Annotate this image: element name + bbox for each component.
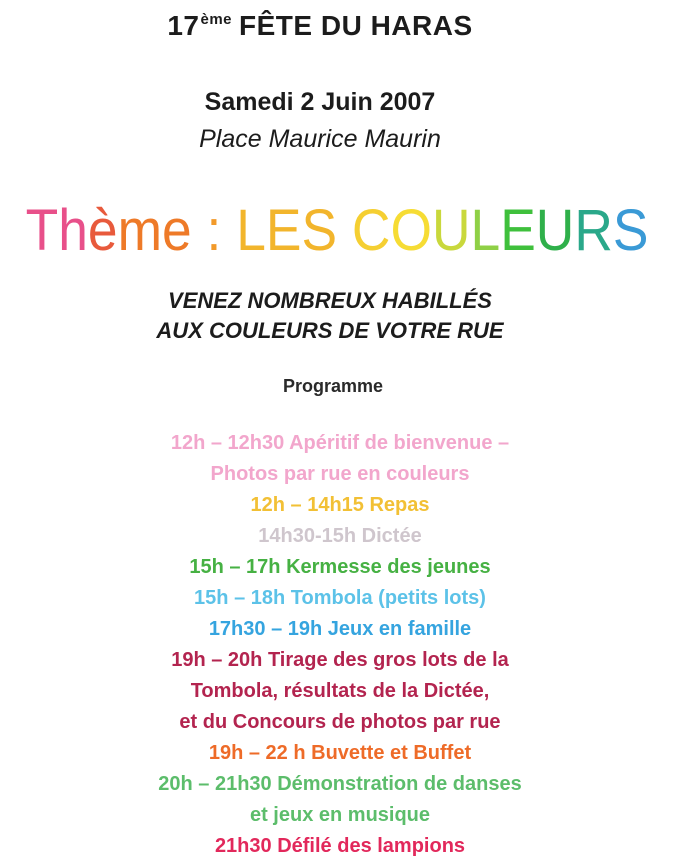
programme-heading: Programme <box>282 376 384 396</box>
programme-line: 12h – 14h15 Repas <box>250 494 430 516</box>
programme-line: et du Concours de photos par rue <box>179 711 501 733</box>
theme-heading <box>25 196 649 266</box>
theme-letter: e <box>162 198 192 263</box>
programme-line: 14h30-15h Dictée <box>258 525 422 547</box>
programme-line: 12h – 12h30 Apéritif de bienvenue – <box>170 432 510 454</box>
theme-letter: S <box>301 198 338 263</box>
theme-letter: O <box>390 198 432 263</box>
event-name: FÊTE DU HARAS <box>239 10 473 41</box>
theme-letter: T <box>25 198 59 263</box>
programme-line: Photos par rue en couleurs <box>210 463 470 485</box>
theme-letter: E <box>500 198 536 263</box>
edition-number: 17 <box>167 10 200 41</box>
event-title <box>0 10 640 42</box>
theme-letter: U <box>535 198 575 263</box>
edition-suffix: ème <box>200 11 233 28</box>
invite-text <box>0 286 660 346</box>
programme-line: 15h – 17h Kermesse des jeunes <box>189 556 491 578</box>
theme-letter: è <box>87 198 118 263</box>
event-date: Samedi 2 Juin 2007 <box>204 88 436 116</box>
theme-letter <box>221 196 236 266</box>
theme-letter: L <box>236 198 266 263</box>
theme-letter: C <box>351 198 391 263</box>
theme-letter: h <box>58 198 88 263</box>
theme-letter <box>192 196 207 266</box>
programme-line: 15h – 18h Tombola (petits lots) <box>194 587 486 609</box>
theme-letter: : <box>206 198 222 263</box>
invite-line-1: VENEZ NOMBREUX HABILLÉS <box>168 288 492 313</box>
invite-line-2: AUX COULEURS DE VOTRE RUE <box>156 318 504 343</box>
programme-line: Tombola, résultats de la Dictée, <box>190 680 490 702</box>
theme-letter: R <box>574 198 613 263</box>
programme-line: 19h – 20h Tirage des gros lots de la <box>171 649 509 671</box>
programme-schedule <box>0 428 680 862</box>
theme-letter: S <box>612 198 649 263</box>
theme-letter: L <box>470 198 501 263</box>
theme-letter: E <box>265 198 302 263</box>
programme-line: 21h30 Défilé des lampions <box>214 835 466 857</box>
theme-letter <box>337 196 352 266</box>
programme-line: 17h30 – 19h Jeux en famille <box>208 618 472 640</box>
programme-line: 19h – 22 h Buvette et Buffet <box>208 742 472 764</box>
theme-letter: U <box>431 198 471 263</box>
programme-line: 20h – 21h30 Démonstration de danses <box>158 773 522 795</box>
programme-line: et jeux en musique <box>249 804 431 826</box>
theme-letter: m <box>117 198 163 263</box>
event-place: Place Maurice Maurin <box>199 125 441 153</box>
